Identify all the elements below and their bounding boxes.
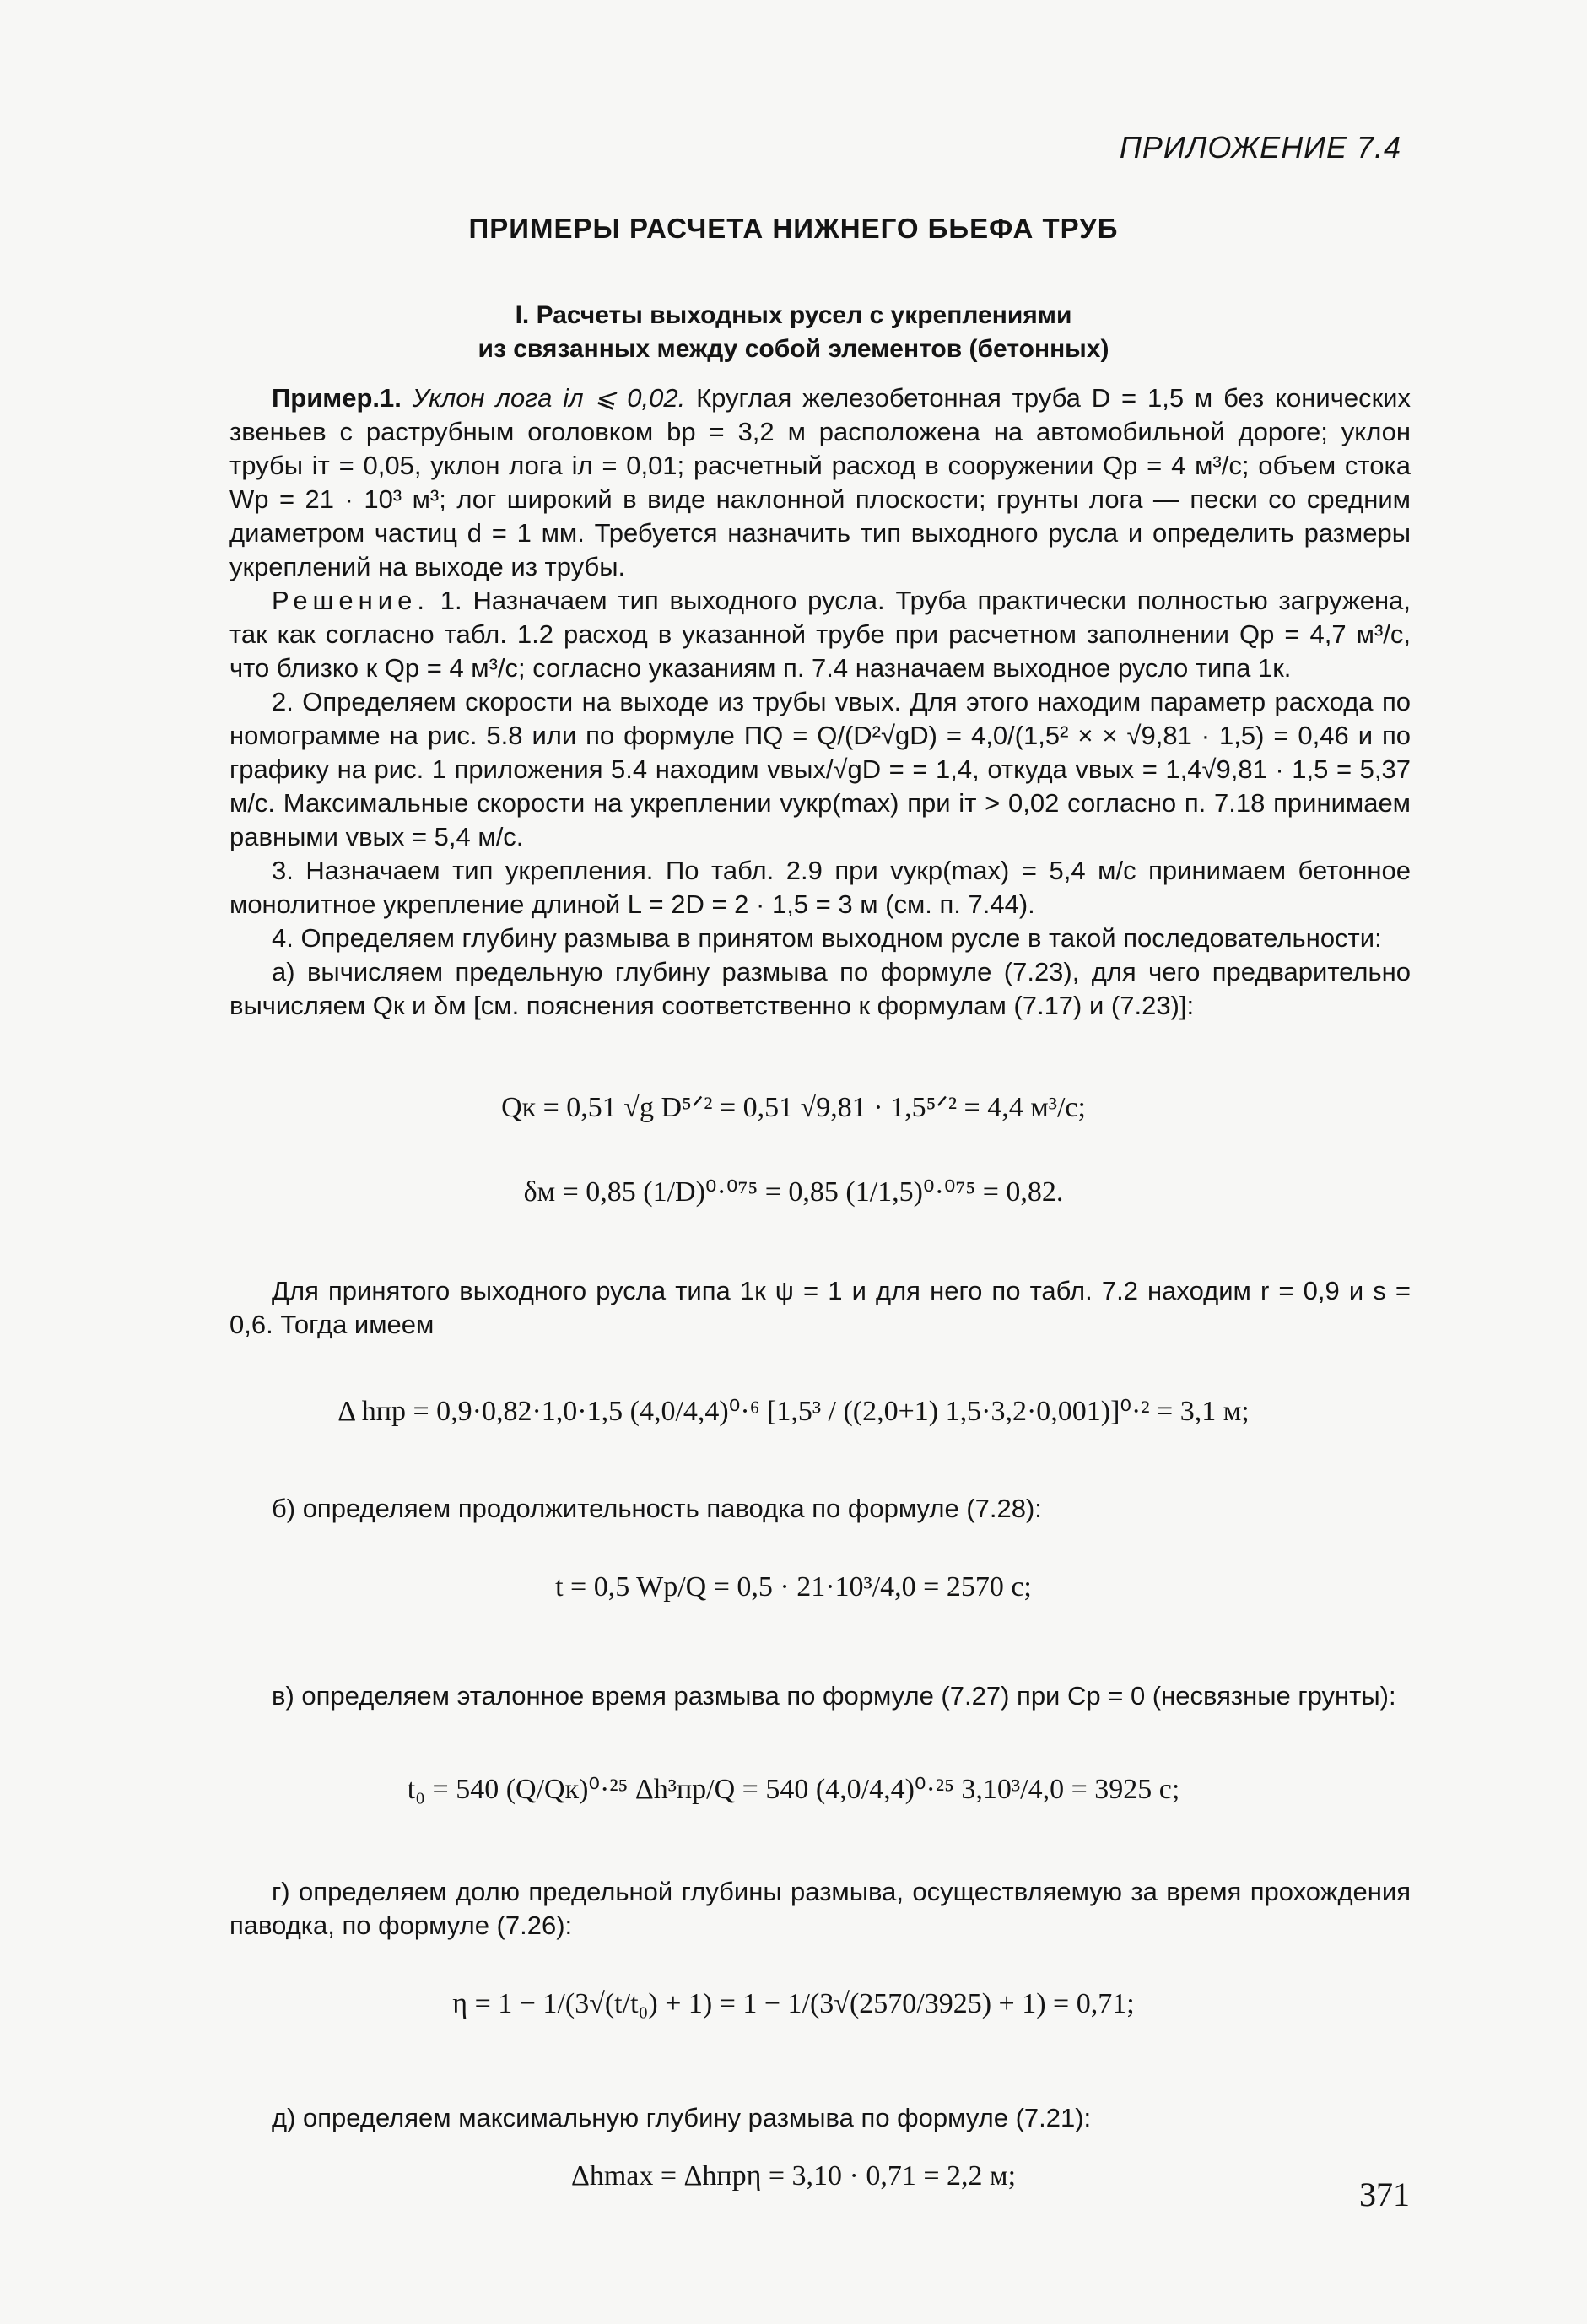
step-d-paragraph: [229, 2101, 1411, 2135]
formula-delta-m: δм = 0,85 (1/D)⁰·⁰⁷⁵ = 0,85 (1/1,5)⁰·⁰⁷⁵ = 0,82.: [523, 1176, 1064, 1208]
solution-step-4d: д) определяем максимальную глубину размыва по формуле (7.21):: [272, 2103, 1092, 2132]
formula-flood-duration: t = 0,5 Wр/Q = 0,5 · 21·10³/4,0 = 2570 с;: [555, 1571, 1032, 1602]
solution-step-3: 3. Назначаем тип укрепления. По табл. 2.9 при vукр(max) = 5,4 м/с принимаем бетонное монолитное укрепление длиной L = 2D = 2 · 1,5 = 3 м (см. п. 7.44).: [229, 856, 1411, 919]
example-label: Пример.1.: [272, 383, 402, 413]
example-condition: Уклон лога iл ⩽ 0,02.: [412, 383, 686, 413]
solution-step-1: 1. Назначаем тип выходного русла. Труба практически полностью загружена, так как согласно табл. 1.2 расход в указанной трубе при расчетном заполнении Qр = 4,7 м³/с, что близко к Qр = 4 м³/с; согласно указаниям п. 7.4 назначаем выходное русло типа 1к.: [229, 586, 1411, 683]
example-text: Круглая железобетонная труба D = 1,5 м без конических звеньев с раструбным оголовком bр = 3,2 м расположена на автомобильной дороге; уклон трубы iт = 0,05, уклон лога iл = 0,01; расчетный расход в сооружении Qр = 4 м³/с; объем стока Wр = 21 · 10³ м³; лог широкий в виде наклонной плоскости; грунты лога — пески со средним диаметром частиц d = 1 мм. Требуется назначить тип выходного русла и определить размеры укреплений на выходе из трубы.: [229, 383, 1411, 581]
channel-type-paragraph: [229, 1274, 1411, 1342]
formula-eta: η = 1 − 1/(3√(t/t₀) + 1) = 1 − 1/(3√(2570/3925) + 1) = 0,71;: [452, 1988, 1135, 2019]
section-heading: [0, 299, 1587, 366]
formula-reference-time: t₀ = 540 (Q/Qк)⁰·²⁵ Δh³пр/Q = 540 (4,0/4,4)⁰·²⁵ 3,10³/4,0 = 3925 с;: [407, 1774, 1180, 1805]
solution-step-2: 2. Определяем скорости на выходе из трубы vвых. Для этого находим параметр расхода по номограмме на рис. 5.8 или по формуле ПQ = Q/(D²√gD) = 4,0/(1,5² × × √9,81 · 1,5) = 0,46 и по графику на рис. 1 приложения 5.4 находим vвых/√gD = = 1,4, откуда vвых = 1,4√9,81 · 1,5 = 5,37 м/с. Максимальные скорости на укреплении vукр(max) при iт > 0,02 согласно п. 7.18 принимаем равными vвых = 5,4 м/с.: [229, 687, 1411, 851]
page-number: 371: [1359, 2175, 1410, 2213]
step-b-paragraph: [229, 1492, 1411, 1526]
solution-step-4a: а) вычисляем предельную глубину размыва по формуле (7.23), для чего предварительно вычисляем Qк и δм [см. пояснения соответственно к формулам (7.17) и (7.23)]:: [229, 957, 1411, 1020]
formula-max-depth: Δhmax = Δhпрη = 3,10 · 0,71 = 2,2 м;: [570, 2160, 1017, 2192]
step-g-paragraph: [229, 1875, 1411, 1943]
solution-step-4: 4. Определяем глубину размыва в принятом выходном русле в такой последовательности:: [272, 923, 1382, 953]
section-heading-line-2: из связанных между собой элементов (бетонных): [478, 335, 1109, 363]
solution-step-4g: г) определяем долю предельной глубины размыва, осуществляемую за время прохождения паводка, по формуле (7.26):: [229, 1877, 1411, 1940]
formula-delta-h-limit: Δ hпр = 0,9·0,82·1,0·1,5 (4,0/4,4)⁰·⁶ [1,5³ / ((2,0+1) 1,5·3,2·0,001)]⁰·² = 3,1 м;: [337, 1396, 1250, 1427]
solution-label: Решение.: [272, 586, 429, 615]
appendix-header: ПРИЛОЖЕНИЕ 7.4: [1119, 130, 1401, 165]
section-heading-line-1: I. Расчеты выходных русел с укреплениями: [515, 301, 1072, 329]
example-block: [229, 381, 1411, 1023]
solution-step-4v: в) определяем эталонное время размыва по формуле (7.27) при Cр = 0 (несвязные грунты):: [272, 1681, 1396, 1711]
formula-qk: Qк = 0,51 √g D⁵ᐟ² = 0,51 √9,81 · 1,5⁵ᐟ² = 4,4 м³/с;: [501, 1092, 1086, 1123]
page-title: ПРИМЕРЫ РАСЧЕТА НИЖНЕГО БЬЕФА ТРУБ: [468, 213, 1119, 244]
step-v-paragraph: [229, 1679, 1411, 1713]
after-formula-text: Для принятого выходного русла типа 1к ψ = 1 и для него по табл. 7.2 находим r = 0,9 и s = 0,6. Тогда имеем: [229, 1276, 1411, 1339]
solution-step-4b: б) определяем продолжительность паводка по формуле (7.28):: [272, 1494, 1042, 1523]
